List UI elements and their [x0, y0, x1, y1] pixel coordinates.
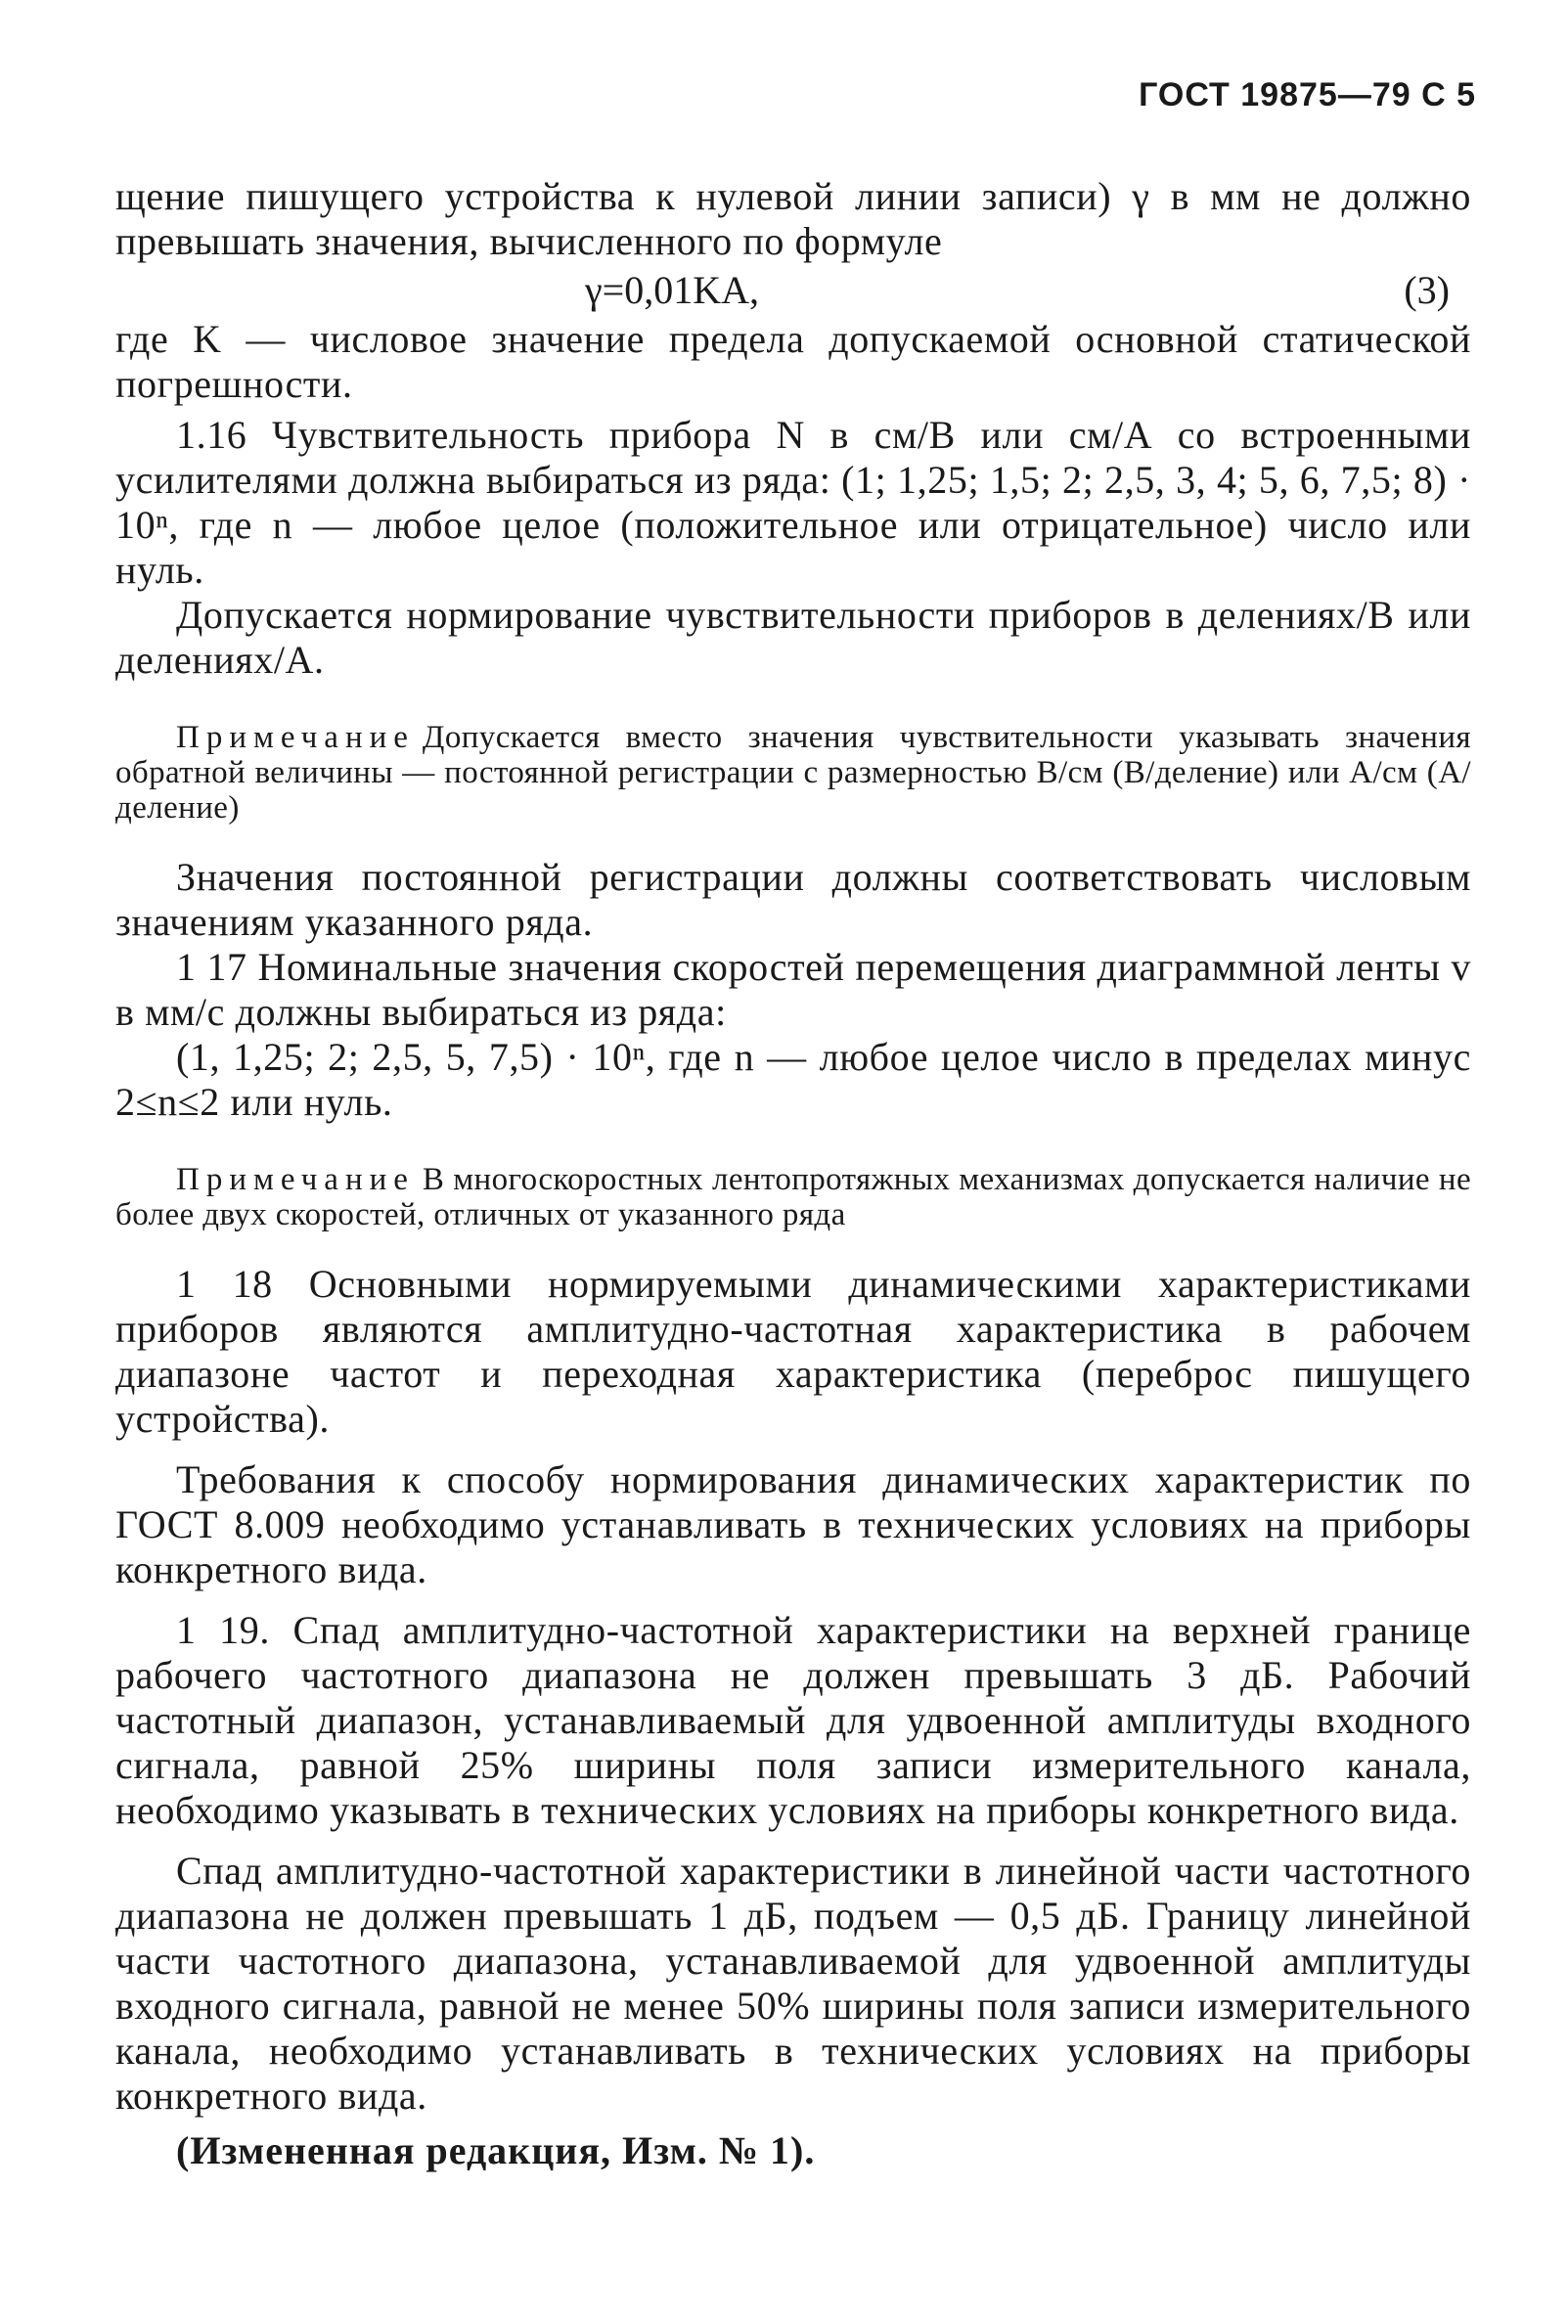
note-1-label: Примечание [176, 720, 415, 755]
note-2-label: Примечание [176, 1162, 415, 1197]
paragraph-dynamic-requirements: Требования к способу нормирования динамических характеристик по ГОСТ 8.009 необходимо устанавливать в технических условиях на приборы конкретного вида. [115, 1457, 1471, 1591]
note-1-text: Допускается вместо значения чувствительности указывать значения обратной величины — постоянной регистрации с размерностью В/см (В/деление) или А/см (А/деление) [115, 720, 1471, 826]
paragraph-continuation: щение пишущего устройства к нулевой линии записи) γ в мм не должно превышать значения, вычисленного по формуле [115, 174, 1471, 263]
amendment-note: (Измененная редакция, Изм. № 1). [176, 2128, 816, 2172]
paragraph-1-17: 1 17 Номинальные значения скоростей перемещения диаграммной ленты v в мм/с должны выбираться из ряда: [115, 945, 1471, 1034]
paragraph-where-k: где K — числовое значение предела допускаемой основной статической погрешности. [115, 317, 1471, 406]
note-2-text: В многоскоростных лентопротяжных механизмах допускается наличие не более двух скоростей, отличных от указанного ряда [115, 1162, 1471, 1232]
note-2 [115, 1162, 1471, 1232]
paragraph-1-16: 1.16 Чувствительность прибора N в см/В или см/А со встроенными усилителями должна выбираться из ряда: (1; 1,25; 1,5; 2; 2,5, 3, 4; 5, 6, 7,5; 8) · 10ⁿ, где n — любое целое (положительное или отрицательное) число или нуль. [115, 413, 1471, 592]
document-body [115, 174, 1471, 2173]
formula: γ=0,01KA, [585, 268, 760, 312]
paragraph-linear-part: Спад амплитудно-частотной характеристики в линейной части частотного диапазона не должен превышать 1 дБ, подъем — 0,5 дБ. Границу линейной части частотного диапазона, устанавливаемой для удвоенной амплитуды входного сигнала, равной не менее 50% ширины поля записи измерительного канала, необходимо устанавливать в технических условиях на приборы конкретного вида. [115, 1849, 1471, 2118]
paragraph-1-19: 1 19. Спад амплитудно-частотной характеристики на верхней границе рабочего частотного диапазона не должен превышать 3 дБ. Рабочий частотный диапазон, устанавливаемый для удвоенной амплитуды входного сигнала, равной 25% ширины поля записи измерительного канала, необходимо указывать в технических условиях на приборы конкретного вида. [115, 1608, 1471, 1832]
formula-number: (3) [1404, 268, 1450, 312]
formula-line [115, 264, 1471, 317]
paragraph-sensitivity-divisions: Допускается нормирование чувствительности приборов в делениях/В или делениях/А. [115, 593, 1471, 682]
note-1 [115, 720, 1471, 826]
paragraph-1-18: 1 18 Основными нормируемыми динамическими характеристиками приборов являются амплитудно-частотная характеристика в рабочем диапазоне частот и переходная характеристика (переброс пишущего устройства). [115, 1262, 1471, 1441]
paragraph-registration-values: Значения постоянной регистрации должны соответствовать числовым значениям указанного ряда. [115, 855, 1471, 944]
paragraph-speed-series: (1, 1,25; 2; 2,5, 5, 7,5) · 10ⁿ, где n — любое целое число в пределах минус 2≤n≤2 или нуль. [115, 1035, 1471, 1124]
page-header-doc-code: ГОСТ 19875—79 С 5 [1139, 76, 1476, 113]
